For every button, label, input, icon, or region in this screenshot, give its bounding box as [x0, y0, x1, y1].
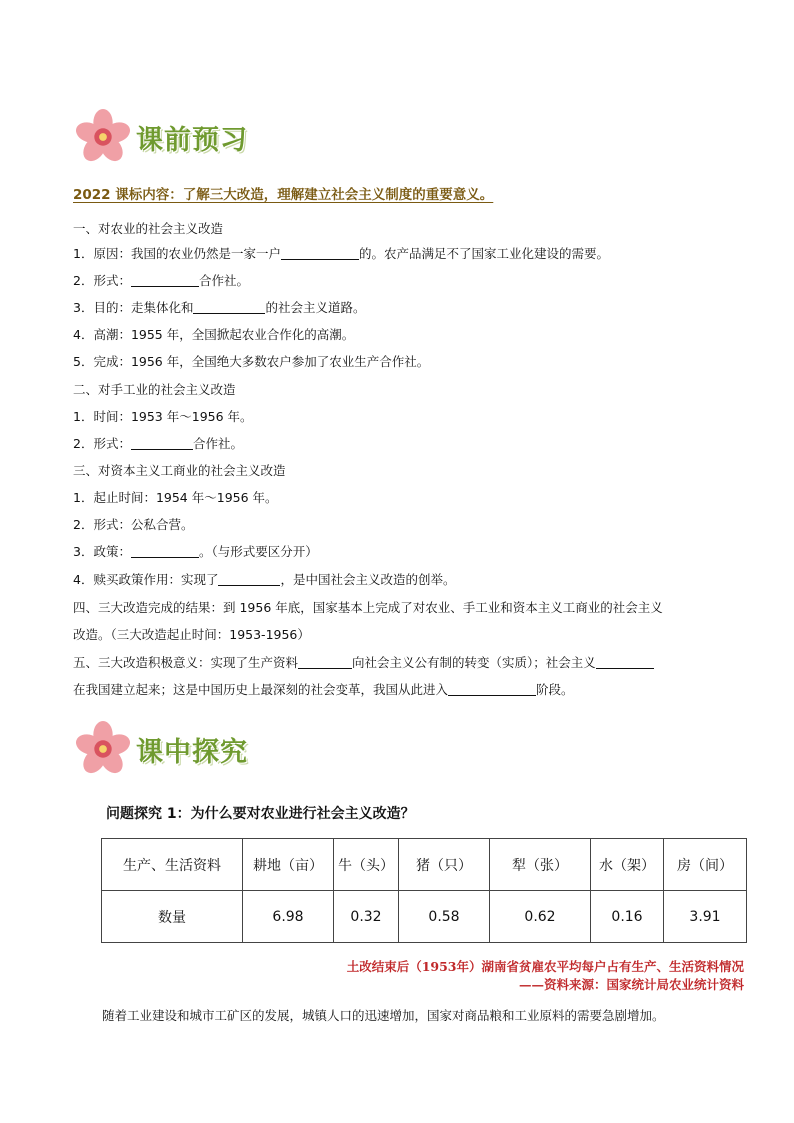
- outline-item: 3．目的：走集体化和 的社会主义道路。: [73, 300, 366, 315]
- curriculum-standard: 2022 课标内容：了解三大改造，理解建立社会主义制度的重要意义。: [73, 187, 494, 203]
- resources-table: [101, 838, 747, 943]
- section-title: 课前预习: [136, 125, 248, 156]
- outline-item: 5．完成：1956 年，全国绝大多数农户参加了农业生产合作社。: [73, 354, 430, 369]
- table-row-label: 数量: [102, 891, 243, 943]
- outline-item: 1．起止时间：1954 年～1956 年。: [73, 490, 278, 505]
- fill-blank[interactable]: [131, 544, 199, 558]
- flower-icon: [74, 108, 132, 166]
- table-cell: 0.16: [591, 891, 664, 943]
- section-heading-inquiry: [74, 720, 274, 780]
- fill-blank[interactable]: [218, 572, 280, 586]
- fill-blank[interactable]: [131, 273, 199, 287]
- table-header-cell: 房（间）: [664, 839, 747, 891]
- table-header-cell: 耕地（亩）: [243, 839, 334, 891]
- table-cell: 0.58: [399, 891, 490, 943]
- outline-item: 1．时间：1953 年～1956 年。: [73, 409, 253, 424]
- outline-item: 4．高潮：1955 年，全国掀起农业合作化的高潮。: [73, 327, 355, 342]
- table-row: [102, 891, 747, 943]
- table-cell: 0.62: [490, 891, 591, 943]
- outline-item: 2．形式：公私合营。: [73, 517, 194, 532]
- outline-item: 3．政策： 。（与形式要区分开）: [73, 544, 318, 559]
- table-header-cell: 牛（头）: [334, 839, 399, 891]
- table-header-row: [102, 839, 747, 891]
- outline-item: 在我国建立起来；这是中国历史上最深刻的社会变革，我国从此进入 阶段。: [73, 682, 574, 697]
- outline-heading-3: 三、对资本主义工商业的社会主义改造: [73, 463, 286, 478]
- fill-blank[interactable]: [448, 682, 536, 696]
- fill-blank[interactable]: [596, 655, 654, 669]
- outline-item: 1．原因：我国的农业仍然是一家一户 的。农产品满足不了国家工业化建设的需要。: [73, 246, 609, 261]
- fill-blank[interactable]: [298, 655, 352, 669]
- table-header-cell: 猪（只）: [399, 839, 490, 891]
- outline-heading-5: 五、三大改造积极意义：实现了生产资料 向社会主义公有制的转变（实质）；社会主义: [73, 654, 654, 672]
- fill-blank[interactable]: [131, 436, 193, 450]
- fill-blank[interactable]: [193, 300, 265, 314]
- table-header-cell: 生产、生活资料: [102, 839, 243, 891]
- outline-item: 2．形式： 合作社。: [73, 273, 249, 288]
- outline-heading-1: 一、对农业的社会主义改造: [73, 221, 224, 236]
- outline-heading-2: 二、对手工业的社会主义改造: [73, 382, 236, 397]
- outline-item: 改造。（三大改造起止时间：1953-1956）: [73, 627, 310, 642]
- section-title: 课中探究: [136, 737, 248, 768]
- outline-item: 4．赎买政策作用：实现了 ，是中国社会主义改造的创举。: [73, 572, 456, 587]
- table-cell: 6.98: [243, 891, 334, 943]
- table-caption: 土改结束后（1953年）湖南省贫雇农平均每户占有生产、生活资料情况: [346, 959, 744, 974]
- flower-icon: [74, 720, 132, 778]
- inquiry-question: 问题探究 1：为什么要对农业进行社会主义改造？: [106, 806, 415, 822]
- table-header-cell: 犁（张）: [490, 839, 591, 891]
- table-header-cell: 水（架）: [591, 839, 664, 891]
- outline-heading-4: 四、三大改造完成的结果：到 1956 年底，国家基本上完成了对农业、手工业和资本主义工商业的社会主义: [73, 600, 663, 615]
- fill-blank[interactable]: [281, 246, 359, 260]
- material-text: 随着工业建设和城市工矿区的发展，城镇人口的迅速增加，国家对商品粮和工业原料的需要急剧增加。: [102, 1008, 665, 1023]
- table-source: ——资料来源：国家统计局农业统计资料: [518, 977, 744, 992]
- table-cell: 0.32: [334, 891, 399, 943]
- table-cell: 3.91: [664, 891, 747, 943]
- outline-item: 2．形式： 合作社。: [73, 436, 243, 451]
- section-heading-preview: [74, 108, 274, 168]
